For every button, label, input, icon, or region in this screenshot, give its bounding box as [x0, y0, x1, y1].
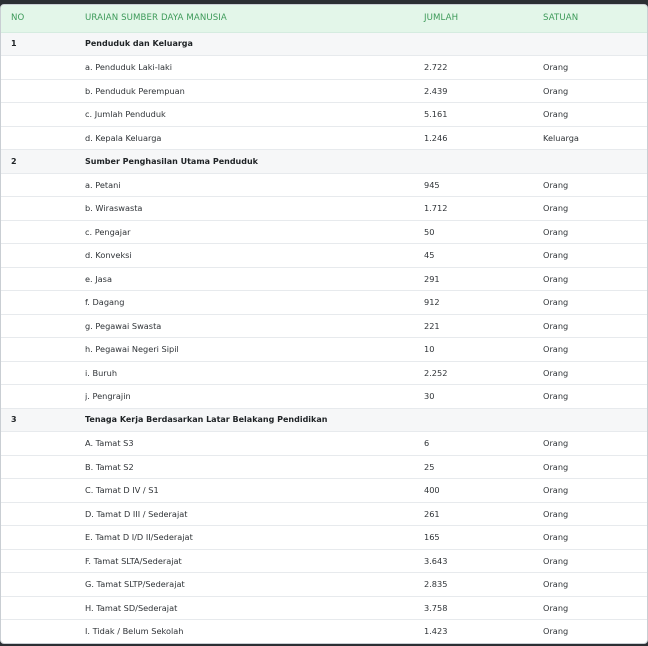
table-row	[1, 220, 647, 244]
row-no-empty	[1, 126, 85, 150]
row-uraian: H. Tamat SD/Sederajat	[85, 596, 424, 620]
row-satuan: Orang	[543, 220, 647, 244]
row-jumlah: 3.643	[424, 549, 543, 573]
row-no-empty	[1, 455, 85, 479]
sdm-table	[1, 5, 647, 644]
row-jumlah: 1.423	[424, 620, 543, 644]
row-jumlah: 912	[424, 291, 543, 315]
table-row	[1, 361, 647, 385]
row-jumlah: 3.758	[424, 596, 543, 620]
row-uraian: D. Tamat D III / Sederajat	[85, 502, 424, 526]
section-title: Sumber Penghasilan Utama Penduduk	[85, 150, 424, 174]
row-no-empty	[1, 56, 85, 80]
row-satuan: Orang	[543, 314, 647, 338]
row-satuan: Orang	[543, 385, 647, 409]
section-jumlah-empty	[424, 32, 543, 56]
row-jumlah: 1.712	[424, 197, 543, 221]
row-uraian: a. Petani	[85, 173, 424, 197]
row-jumlah: 45	[424, 244, 543, 268]
row-uraian: G. Tamat SLTP/Sederajat	[85, 573, 424, 597]
row-no-empty	[1, 197, 85, 221]
table-row	[1, 173, 647, 197]
row-satuan: Orang	[543, 361, 647, 385]
row-no-empty	[1, 103, 85, 127]
row-no-empty	[1, 573, 85, 597]
row-no-empty	[1, 502, 85, 526]
row-jumlah: 2.722	[424, 56, 543, 80]
row-satuan: Orang	[543, 56, 647, 80]
row-satuan: Orang	[543, 291, 647, 315]
table-row	[1, 126, 647, 150]
row-jumlah: 2.835	[424, 573, 543, 597]
table-row	[1, 267, 647, 291]
row-jumlah: 2.439	[424, 79, 543, 103]
row-jumlah: 291	[424, 267, 543, 291]
row-jumlah: 30	[424, 385, 543, 409]
row-no-empty	[1, 267, 85, 291]
row-satuan: Orang	[543, 79, 647, 103]
row-no-empty	[1, 220, 85, 244]
row-jumlah: 400	[424, 479, 543, 503]
row-no-empty	[1, 620, 85, 644]
row-no-empty	[1, 291, 85, 315]
row-jumlah: 165	[424, 526, 543, 550]
row-satuan: Orang	[543, 549, 647, 573]
row-uraian: b. Penduduk Perempuan	[85, 79, 424, 103]
row-no-empty	[1, 79, 85, 103]
table-row	[1, 291, 647, 315]
row-no-empty	[1, 549, 85, 573]
row-jumlah: 1.246	[424, 126, 543, 150]
section-jumlah-empty	[424, 150, 543, 174]
row-no-empty	[1, 361, 85, 385]
row-jumlah: 945	[424, 173, 543, 197]
table-row	[1, 338, 647, 362]
row-uraian: E. Tamat D I/D II/Sederajat	[85, 526, 424, 550]
header-jumlah: JUMLAH	[424, 5, 543, 32]
row-no-empty	[1, 173, 85, 197]
row-no-empty	[1, 596, 85, 620]
section-title: Tenaga Kerja Berdasarkan Latar Belakang Pendidikan	[85, 408, 424, 432]
row-no-empty	[1, 338, 85, 362]
table-row	[1, 573, 647, 597]
row-uraian: j. Pengrajin	[85, 385, 424, 409]
table-row	[1, 244, 647, 268]
row-satuan: Orang	[543, 596, 647, 620]
table-row	[1, 432, 647, 456]
sdm-table-panel	[0, 4, 648, 644]
row-uraian: c. Pengajar	[85, 220, 424, 244]
row-no-empty	[1, 244, 85, 268]
table-row	[1, 385, 647, 409]
row-satuan: Orang	[543, 479, 647, 503]
section-row	[1, 32, 647, 56]
row-satuan: Orang	[543, 244, 647, 268]
table-row	[1, 620, 647, 644]
table-row	[1, 197, 647, 221]
row-no-empty	[1, 432, 85, 456]
row-satuan: Orang	[543, 526, 647, 550]
row-uraian: A. Tamat S3	[85, 432, 424, 456]
row-uraian: i. Buruh	[85, 361, 424, 385]
row-satuan: Orang	[543, 267, 647, 291]
row-uraian: I. Tidak / Belum Sekolah	[85, 620, 424, 644]
table-row	[1, 455, 647, 479]
row-jumlah: 50	[424, 220, 543, 244]
row-uraian: F. Tamat SLTA/Sederajat	[85, 549, 424, 573]
row-no-empty	[1, 314, 85, 338]
table-header-row	[1, 5, 647, 32]
section-number: 2	[1, 150, 85, 174]
table-row	[1, 314, 647, 338]
row-satuan: Orang	[543, 573, 647, 597]
table-row	[1, 479, 647, 503]
row-jumlah: 25	[424, 455, 543, 479]
section-row	[1, 408, 647, 432]
header-satuan: SATUAN	[543, 5, 647, 32]
row-jumlah: 261	[424, 502, 543, 526]
table-row	[1, 79, 647, 103]
row-uraian: B. Tamat S2	[85, 455, 424, 479]
row-uraian: a. Penduduk Laki-laki	[85, 56, 424, 80]
section-satuan-empty	[543, 150, 647, 174]
section-row	[1, 150, 647, 174]
row-satuan: Orang	[543, 455, 647, 479]
row-uraian: e. Jasa	[85, 267, 424, 291]
row-satuan: Keluarga	[543, 126, 647, 150]
table-row	[1, 549, 647, 573]
row-uraian: d. Konveksi	[85, 244, 424, 268]
row-satuan: Orang	[543, 620, 647, 644]
header-uraian: URAIAN SUMBER DAYA MANUSIA	[85, 5, 424, 32]
row-jumlah: 10	[424, 338, 543, 362]
row-satuan: Orang	[543, 197, 647, 221]
table-row	[1, 103, 647, 127]
section-satuan-empty	[543, 408, 647, 432]
table-row	[1, 526, 647, 550]
row-jumlah: 221	[424, 314, 543, 338]
section-number: 1	[1, 32, 85, 56]
row-uraian: C. Tamat D IV / S1	[85, 479, 424, 503]
header-no: NO	[1, 5, 85, 32]
table-row	[1, 502, 647, 526]
row-satuan: Orang	[543, 432, 647, 456]
row-jumlah: 2.252	[424, 361, 543, 385]
row-satuan: Orang	[543, 338, 647, 362]
row-uraian: h. Pegawai Negeri Sipil	[85, 338, 424, 362]
row-jumlah: 5.161	[424, 103, 543, 127]
row-no-empty	[1, 479, 85, 503]
row-no-empty	[1, 526, 85, 550]
row-uraian: c. Jumlah Penduduk	[85, 103, 424, 127]
row-satuan: Orang	[543, 502, 647, 526]
section-jumlah-empty	[424, 408, 543, 432]
row-uraian: f. Dagang	[85, 291, 424, 315]
row-no-empty	[1, 385, 85, 409]
table-body	[1, 32, 647, 643]
row-uraian: g. Pegawai Swasta	[85, 314, 424, 338]
row-jumlah: 6	[424, 432, 543, 456]
row-uraian: d. Kepala Keluarga	[85, 126, 424, 150]
row-satuan: Orang	[543, 103, 647, 127]
table-row	[1, 56, 647, 80]
row-uraian: b. Wiraswasta	[85, 197, 424, 221]
section-title: Penduduk dan Keluarga	[85, 32, 424, 56]
row-satuan: Orang	[543, 173, 647, 197]
section-number: 3	[1, 408, 85, 432]
section-satuan-empty	[543, 32, 647, 56]
table-row	[1, 596, 647, 620]
